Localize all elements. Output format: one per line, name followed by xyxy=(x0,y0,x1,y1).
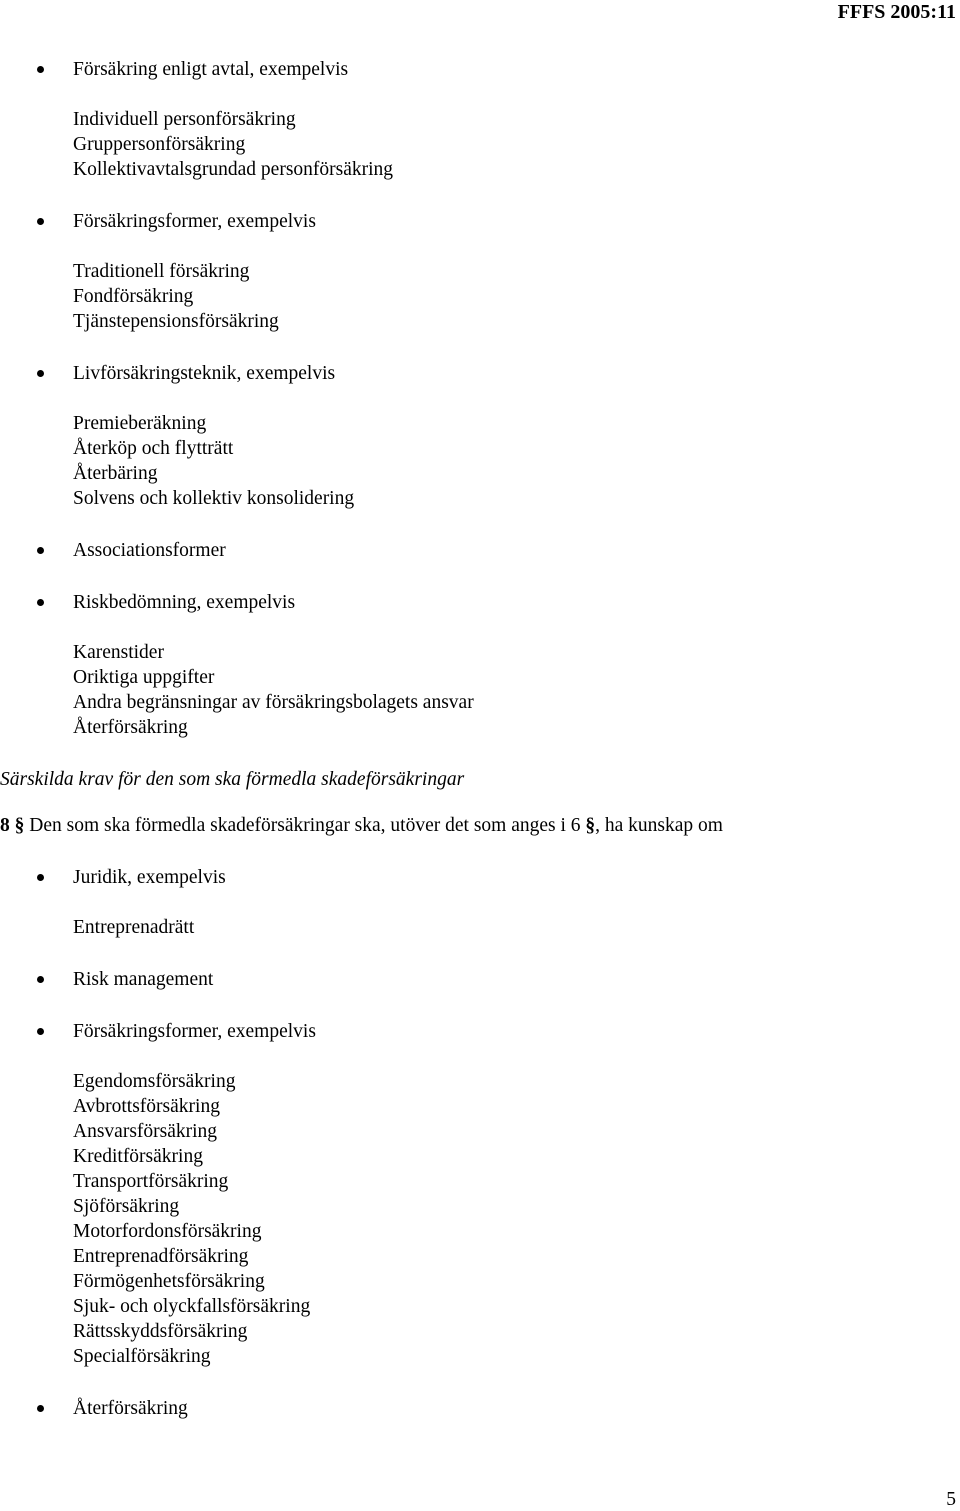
paragraph-text-part2: , ha kunskap om xyxy=(595,815,723,836)
list-block xyxy=(0,1396,960,1421)
list-block xyxy=(0,967,960,992)
bullet-icon xyxy=(37,547,44,554)
bullet-icon xyxy=(37,218,44,225)
paragraph-number: 8 xyxy=(0,815,10,836)
bullet-item xyxy=(0,209,960,234)
section-heading: Särskilda krav för den som ska förmedla skadeförsäkringar xyxy=(0,769,465,790)
list-block xyxy=(0,57,960,182)
sub-list xyxy=(0,411,960,511)
sub-item: Avbrottsförsäkring xyxy=(73,1096,220,1117)
sub-item: Ansvarsförsäkring xyxy=(73,1121,218,1142)
sub-list xyxy=(0,107,960,182)
sub-item: Oriktiga uppgifter xyxy=(73,667,215,688)
sub-item: Motorfordonsförsäkring xyxy=(73,1221,262,1242)
section-sign: § xyxy=(585,815,596,836)
sub-item: Sjuk- och olyckfallsförsäkring xyxy=(73,1296,311,1317)
bullet-item xyxy=(0,1396,960,1421)
sub-item: Transportförsäkring xyxy=(73,1171,229,1192)
list-block xyxy=(0,361,960,511)
list-block xyxy=(0,209,960,334)
sub-item: Karenstider xyxy=(73,642,164,663)
bullet-icon xyxy=(37,370,44,377)
bullet-item xyxy=(0,538,960,563)
sub-item: Kreditförsäkring xyxy=(73,1146,203,1167)
paragraph-text-part1: Den som ska förmedla skadeförsäkringar ska, utöver det som anges i 6 xyxy=(29,815,581,836)
list-block xyxy=(0,538,960,563)
sub-item: Premieberäkning xyxy=(73,413,207,434)
sub-item: Kollektivavtalsgrundad personförsäkring xyxy=(73,159,394,180)
sub-item: Solvens och kollektiv konsolidering xyxy=(73,488,355,509)
sub-item: Förmögenhetsförsäkring xyxy=(73,1271,265,1292)
sub-list xyxy=(0,1069,960,1369)
bullet-icon xyxy=(37,874,44,881)
bullet-item xyxy=(0,361,960,386)
bullet-label: Associationsformer xyxy=(73,540,226,561)
bullet-label: Försäkring enligt avtal, exempelvis xyxy=(73,59,349,80)
document-code: FFFS 2005:11 xyxy=(837,1,956,23)
sub-item: Tjänstepensionsförsäkring xyxy=(73,311,279,332)
sub-list xyxy=(0,915,960,940)
sub-item: Gruppersonförsäkring xyxy=(73,134,246,155)
bullet-label: Återförsäkring xyxy=(73,1398,188,1419)
bullet-icon xyxy=(37,599,44,606)
bullet-icon xyxy=(37,1028,44,1035)
sub-item: Fondförsäkring xyxy=(73,286,194,307)
sub-item: Egendomsförsäkring xyxy=(73,1071,236,1092)
sub-item: Entreprenadförsäkring xyxy=(73,1246,249,1267)
bullet-item xyxy=(0,1019,960,1044)
knowledge-list-life xyxy=(0,57,960,740)
list-block xyxy=(0,1019,960,1369)
bullet-label: Riskbedömning, exempelvis xyxy=(73,592,296,613)
sub-list xyxy=(0,640,960,740)
bullet-label: Försäkringsformer, exempelvis xyxy=(73,1021,316,1042)
bullet-label: Risk management xyxy=(73,969,214,990)
bullet-label: Försäkringsformer, exempelvis xyxy=(73,211,316,232)
bullet-label: Juridik, exempelvis xyxy=(73,867,226,888)
section-paragraph xyxy=(0,813,738,838)
bullet-item xyxy=(0,967,960,992)
page-number: 5 xyxy=(946,1489,956,1510)
sub-item: Återbäring xyxy=(73,463,158,484)
document-body xyxy=(0,57,960,1448)
list-block xyxy=(0,590,960,740)
sub-item: Specialförsäkring xyxy=(73,1346,211,1367)
sub-item: Entreprenadrätt xyxy=(73,917,195,938)
bullet-label: Livförsäkringsteknik, exempelvis xyxy=(73,363,336,384)
sub-item: Traditionell försäkring xyxy=(73,261,250,282)
sub-item: Rättsskyddsförsäkring xyxy=(73,1321,248,1342)
bullet-item xyxy=(0,590,960,615)
list-block xyxy=(0,865,960,940)
bullet-item xyxy=(0,57,960,82)
bullet-icon xyxy=(37,66,44,73)
sub-item: Andra begränsningar av försäkringsbolagets ansvar xyxy=(73,692,474,713)
sub-item: Återförsäkring xyxy=(73,717,188,738)
knowledge-list-nonlife xyxy=(0,865,960,1421)
sub-item: Återköp och flytträtt xyxy=(73,438,234,459)
bullet-icon xyxy=(37,976,44,983)
bullet-item xyxy=(0,865,960,890)
sub-list xyxy=(0,259,960,334)
sub-item: Individuell personförsäkring xyxy=(73,109,296,130)
section-sign: § xyxy=(14,815,25,836)
bullet-icon xyxy=(37,1405,44,1412)
sub-item: Sjöförsäkring xyxy=(73,1196,180,1217)
